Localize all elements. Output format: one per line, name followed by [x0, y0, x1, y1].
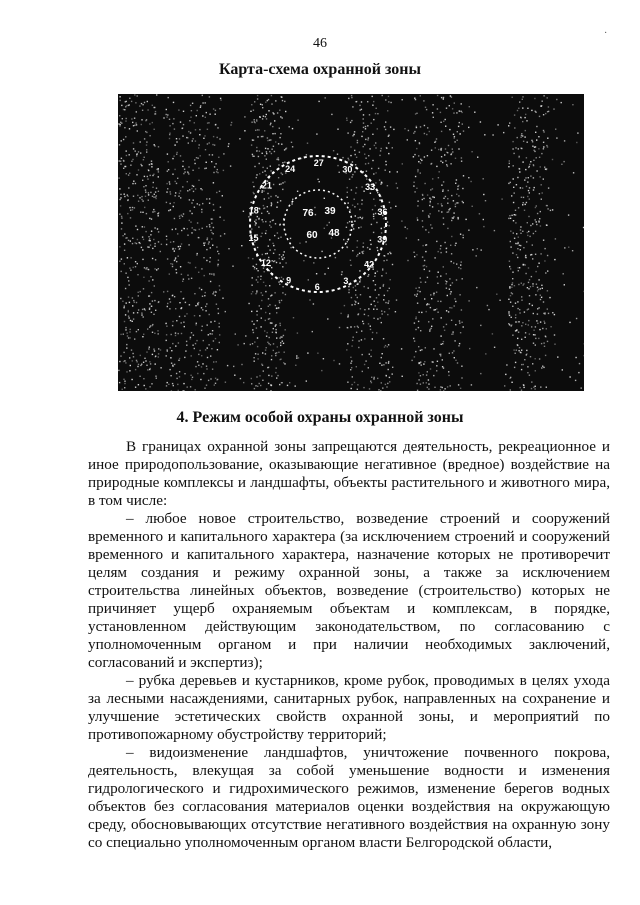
ring-plot-label: 30 [342, 164, 353, 175]
rule-construction: – любое новое строительство, возведение строений и сооружений временного и капитального характера (за исключением строений и сооружений временного и капитального характера, назначение которых не противоречит целям создания и режиму охранной зоны, а также за исключением строительства линейных объектов, возведение (строительство) которых не причиняет ущерб охраняемым объектам и комплексам, в порядке, установленном действующим законодательством, по согласованию с уполномоченным органом и при наличии необходимых заключений, согласований и экспертиз); [88, 510, 610, 671]
inner-plot-label: 76 [302, 208, 314, 219]
ring-plot-label: 42 [364, 259, 375, 270]
ring-plot-label: 15 [248, 233, 259, 243]
ring-plot-label: 21 [261, 180, 272, 191]
inner-plot-label: 39 [324, 206, 336, 217]
inner-plot-label: 48 [328, 228, 340, 239]
page-number: 46 [313, 36, 327, 51]
protection-zone-map [118, 94, 584, 391]
intro-paragraph: В границах охранной зоны запрещаются деятельность, рекреационное и иное природопользование, оказывающие негативное (вредное) воздействие на природные комплексы и ландшафты, объекты растительного и животного мира, в том числе: [88, 438, 610, 509]
ring-plot-label: 9 [286, 275, 292, 286]
ring-plot-label: 3 [343, 276, 349, 287]
rule-tree-felling: – рубка деревьев и кустарников, кроме рубок, проводимых в целях ухода за лесными насаждениями, санитарных рубок, направленных на сохранение и улучшение эстетических свойств охранной зоны, и мероприятий по противопожарному обустройству территорий; [88, 672, 610, 743]
section-heading: 4. Режим особой охраны охранной зоны [176, 409, 464, 426]
corner-mark: · [604, 28, 608, 39]
ring-plot-label: 36 [377, 207, 388, 217]
map-title: Карта-схема охранной зоны [218, 61, 422, 78]
body-text [88, 438, 610, 852]
ring-plot-label: 12 [260, 258, 271, 268]
map-image [118, 94, 584, 391]
ring-plot-label: 33 [365, 182, 376, 192]
ring-plot-label: 18 [248, 205, 259, 216]
ring-plot-label: 6 [314, 282, 320, 292]
inner-plot-label: 60 [306, 230, 318, 241]
ring-plot-label: 39 [377, 234, 388, 245]
map-background [118, 94, 584, 391]
rule-landscape: – видоизменение ландшафтов, уничтожение почвенного покрова, деятельность, влекущая за собой уменьшение водности и изменения гидрологического и гидрохимического режимов, изменение берегов водных объектов без согласования материалов оценки воздействия на окружающую среду, обосновывающих отсутствие негативного воздействия на охранную зону со специально уполномоченным органом власти Белгородской области, [88, 744, 610, 851]
ring-plot-label: 27 [313, 158, 324, 168]
ring-plot-label: 24 [285, 163, 296, 174]
